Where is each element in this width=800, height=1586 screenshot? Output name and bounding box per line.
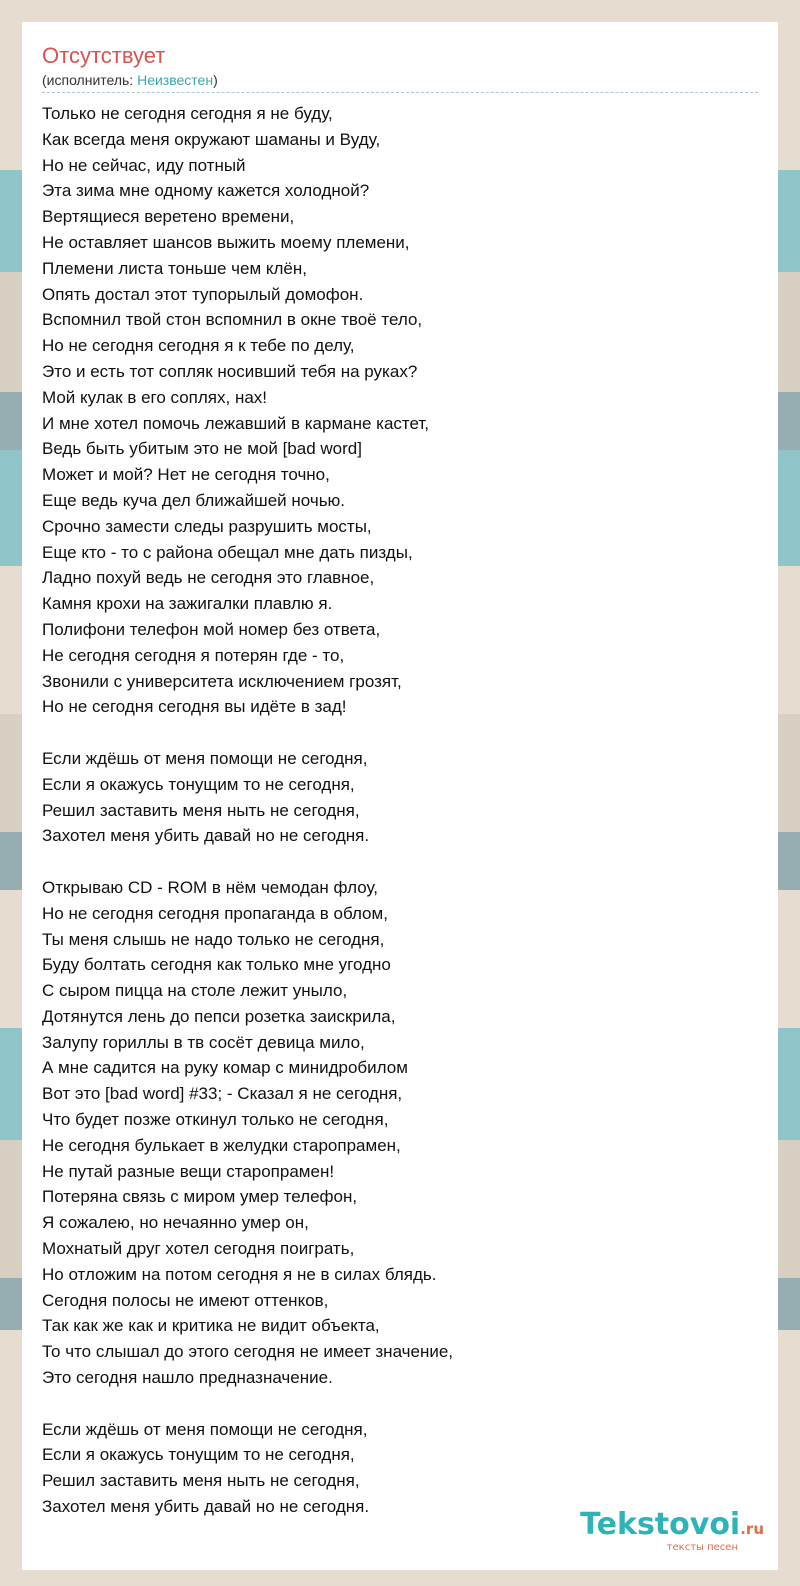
lyric-line: Я сожалею, но нечаянно умер он, — [42, 1213, 309, 1233]
lyric-line: Залупу гориллы в тв сосёт девица мило, — [42, 1032, 365, 1052]
lyric-line: Племени листа тоньше чем клён, — [42, 258, 307, 278]
lyric-line: Может и мой? Нет не сегодня точно, — [42, 465, 330, 485]
lyric-line: Полифони телефон мой номер без ответа, — [42, 619, 381, 639]
lyric-line: Но не сегодня сегодня я к тебе по делу, — [42, 336, 355, 356]
lyric-line: Если я окажусь тонущим то не сегодня, — [42, 774, 355, 794]
lyric-line: Но не сейчас, иду потный — [42, 155, 246, 175]
lyric-line: Что будет позже откинул только не сегодня, — [42, 1110, 389, 1130]
lyric-line: Захотел меня убить давай но не сегодня. — [42, 826, 370, 846]
song-title: Отсутствует — [42, 43, 166, 68]
lyric-line: Это сегодня нашло предназначение. — [42, 1368, 333, 1388]
site-logo[interactable] — [580, 1507, 764, 1554]
logo-tld: .ru — [740, 1520, 764, 1538]
lyric-line: То что слышал до этого сегодня не имеет значение, — [42, 1342, 454, 1362]
lyric-line: Буду болтать сегодня как только мне угодно — [42, 955, 391, 975]
lyric-line: Но отложим на потом сегодня я не в силах блядь. — [42, 1264, 437, 1284]
lyric-line: Но не сегодня сегодня пропаганда в облом, — [42, 903, 388, 923]
lyric-line: Еще кто - то с района обещал мне дать пизды, — [42, 542, 413, 562]
dashed-divider — [42, 92, 758, 93]
lyric-line: Только не сегодня сегодня я не буду, — [42, 104, 333, 123]
lyric-line: Вот это [bad word] #33; - Сказал я не сегодня, — [42, 1084, 403, 1104]
logo-name: Tekstovoi — [580, 1507, 741, 1542]
lyric-line: Но не сегодня сегодня вы идёте в зад! — [42, 697, 347, 717]
lyric-line: Не оставляет шансов выжить моему племени, — [42, 232, 410, 252]
logo-wordmark — [580, 1507, 764, 1544]
lyric-line: Решил заставить меня ныть не сегодня, — [42, 1471, 360, 1491]
lyric-line: Дотянутся лень до пепси розетка заискрила, — [42, 1006, 396, 1026]
artist-suffix: ) — [213, 72, 218, 88]
lyric-line: Опять достал этот тупорылый домофон. — [42, 284, 364, 304]
lyrics-card — [22, 22, 778, 1570]
lyric-line: Еще ведь куча дел ближайшей ночью. — [42, 490, 346, 510]
lyric-line: Вертящиеся веретено времени, — [42, 207, 295, 227]
lyric-line: Звонили с университета исключением грозят, — [42, 671, 402, 691]
lyric-line: Не сегодня булькает в желудки старопрамен, — [42, 1135, 401, 1155]
lyric-line: Эта зима мне одному кажется холодной? — [42, 181, 370, 201]
lyric-line: Если ждёшь от меня помощи не сегодня, — [42, 1419, 368, 1439]
lyric-line: Сегодня полосы не имеют оттенков, — [42, 1290, 329, 1310]
lyric-line: Ведь быть убитым это не мой [bad word] — [42, 439, 362, 459]
lyric-line: А мне садится на руку комар с минидробилом — [42, 1058, 408, 1078]
logo-tagline: тексты песен — [666, 1542, 738, 1553]
lyric-line: Если я окажусь тонущим то не сегодня, — [42, 1445, 355, 1465]
stanza-break — [42, 720, 758, 746]
stanza-break — [42, 1391, 758, 1417]
stanza-break — [42, 849, 758, 875]
lyric-line: Если ждёшь от меня помощи не сегодня, — [42, 748, 368, 768]
lyric-line: Открываю CD - ROM в нём чемодан флоу, — [42, 877, 379, 897]
lyric-line: Мохнатый друг хотел сегодня поиграть, — [42, 1239, 355, 1259]
lyric-line: Ладно похуй ведь не сегодня это главное, — [42, 568, 375, 588]
lyric-line: Захотел меня убить давай но не сегодня. — [42, 1497, 370, 1517]
artist-line — [42, 70, 758, 90]
artist-prefix: (исполнитель: — [42, 72, 138, 88]
lyric-line: С сыром пицца на столе лежит уныло, — [42, 981, 348, 1001]
lyric-line: Не путай разные вещи старопрамен! — [42, 1161, 335, 1181]
lyric-line: Как всегда меня окружают шаманы и Вуду, — [42, 129, 381, 149]
lyrics-text — [42, 101, 758, 1520]
lyric-line: Так как же как и критика не видит объекта, — [42, 1316, 380, 1336]
lyric-line: Это и есть тот сопляк носивший тебя на руках? — [42, 361, 418, 381]
lyric-line: И мне хотел помочь лежавший в кармане кастет, — [42, 413, 430, 433]
lyric-line: Срочно замести следы разрушить мосты, — [42, 516, 372, 536]
lyric-line: Ты меня слышь не надо только не сегодня, — [42, 929, 385, 949]
lyric-line: Мой кулак в его соплях, нах! — [42, 387, 268, 407]
lyric-line: Потеряна связь с миром умер телефон, — [42, 1187, 358, 1207]
lyric-line: Не сегодня сегодня я потерян где - то, — [42, 645, 345, 665]
artist-link[interactable]: Неизвестен — [137, 72, 214, 88]
lyric-line: Решил заставить меня ныть не сегодня, — [42, 800, 360, 820]
lyric-line: Камня крохи на зажигалки плавлю я. — [42, 594, 333, 614]
lyric-line: Вспомнил твой стон вспомнил в окне твоё тело, — [42, 310, 423, 330]
